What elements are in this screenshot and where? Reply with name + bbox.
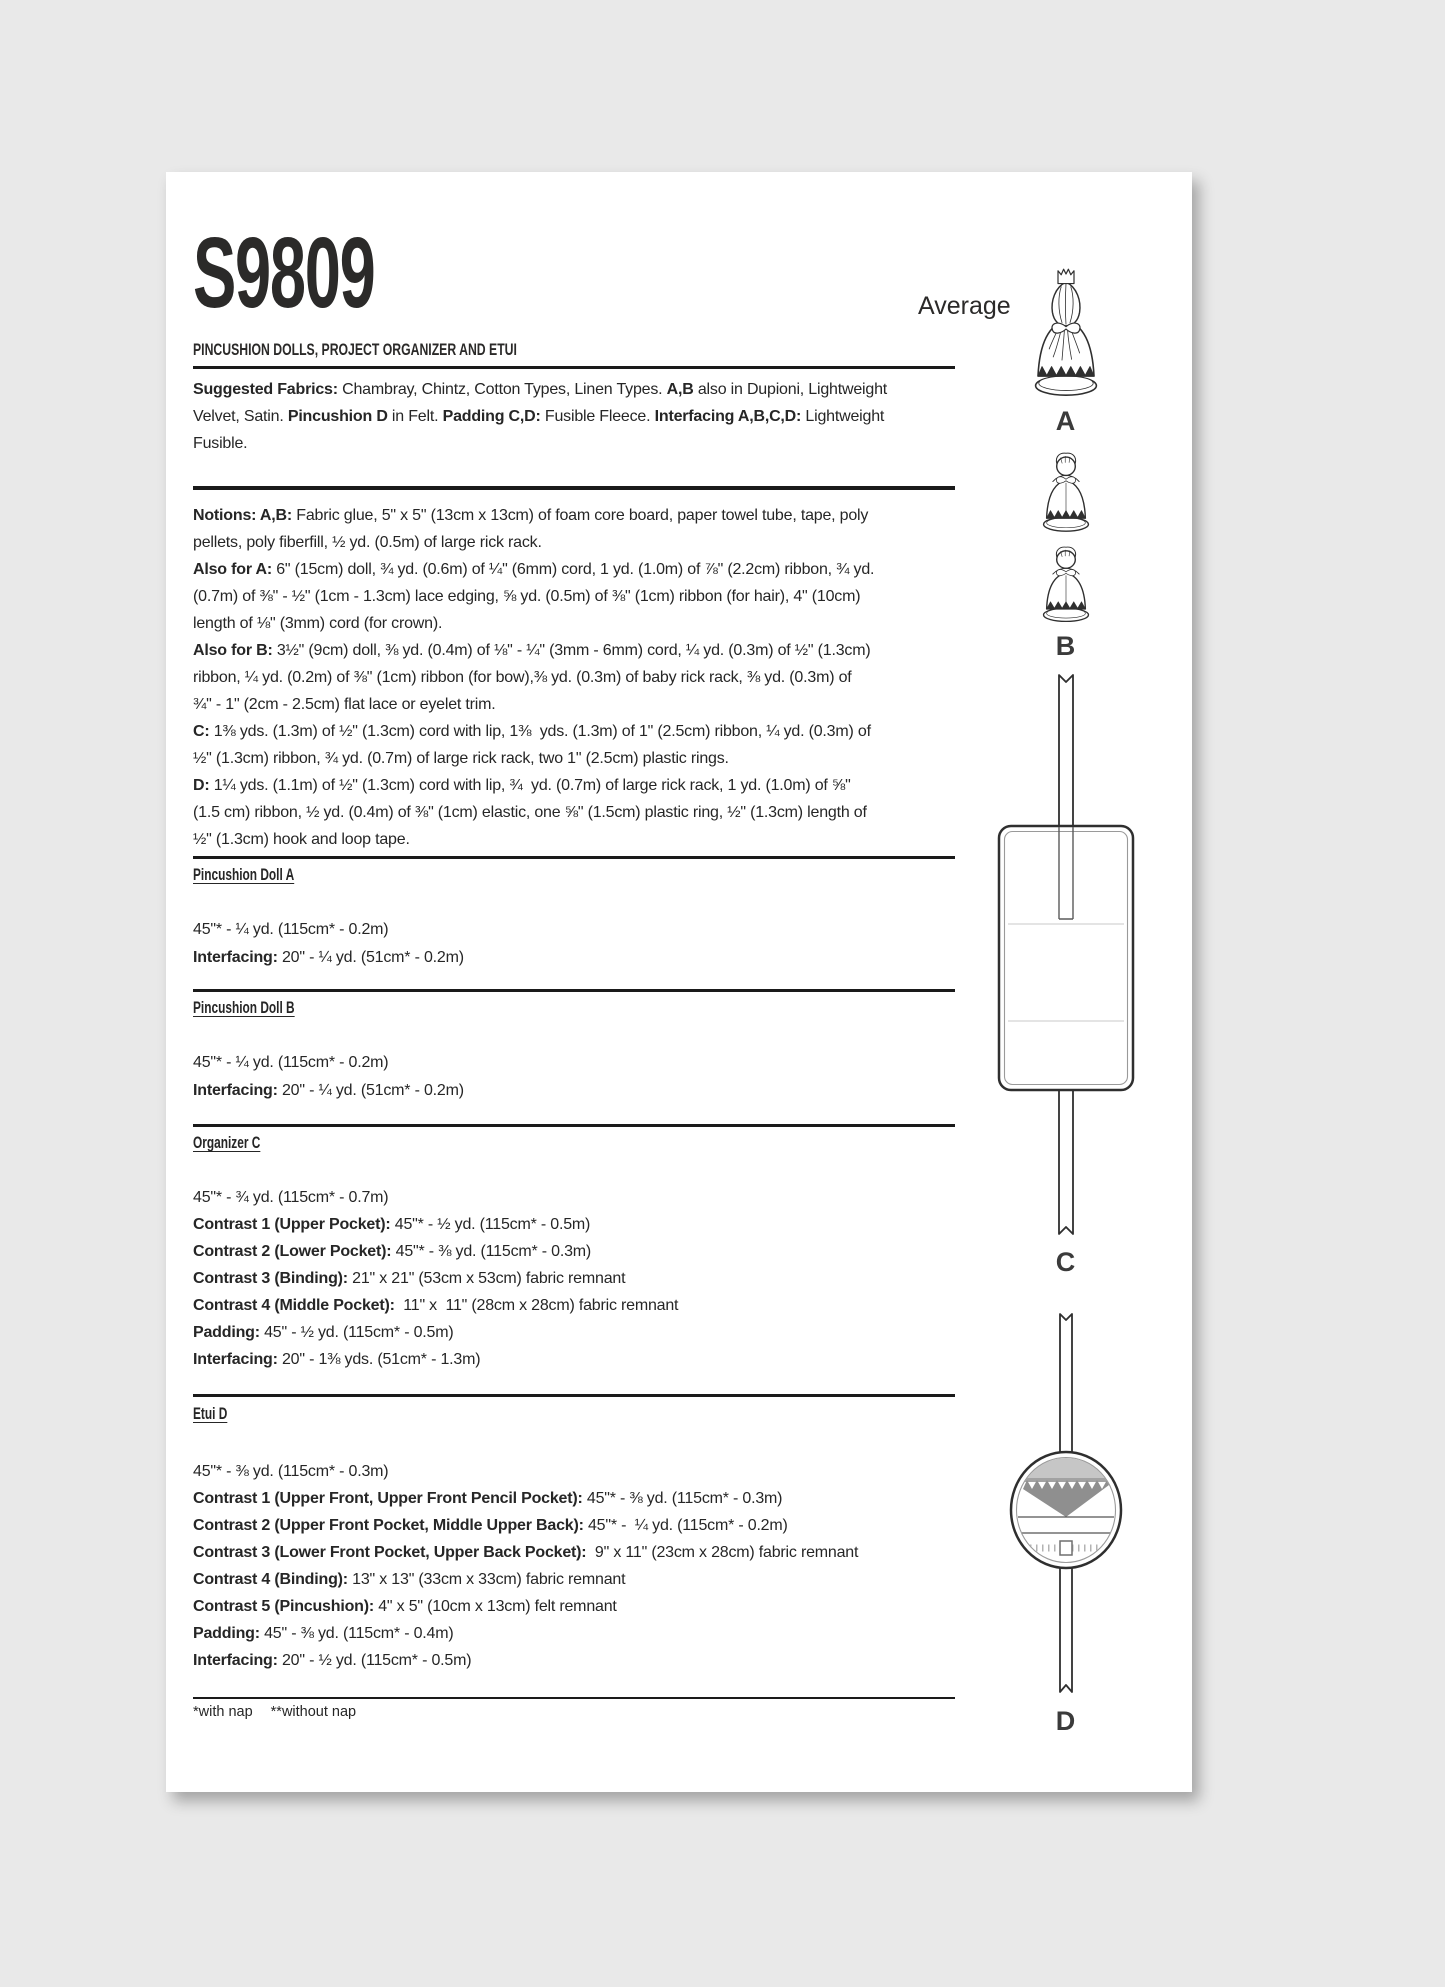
section-title-pincushion-doll-b: Pincushion Doll B — [193, 999, 295, 1017]
difficulty-rating: Average — [918, 292, 1011, 320]
text-line: Contrast 3 (Binding): 21" x 21" (53cm x 53cm) fabric remnant — [193, 1270, 626, 1287]
pattern-number: S9809 — [193, 217, 375, 329]
figure-c-label: C — [1055, 1247, 1077, 1277]
text-line: ½" (1.3cm) hook and loop tape. — [193, 831, 410, 848]
text-line: Velvet, Satin. Pincushion D in Felt. Padding C,D: Fusible Fleece. Interfacing A,B,C,D: Lightweight — [193, 408, 885, 425]
figure-d — [966, 1308, 1166, 1737]
text-line: (0.7m) of ⅜" - ½" (1cm - 1.3cm) lace edging, ⅝ yd. (0.5m) of ⅜" (1cm) ribbon (for hair), 4" (10cm) — [193, 588, 861, 605]
text-line: Padding: 45" - ½ yd. (115cm* - 0.5m) — [193, 1324, 454, 1341]
text-line: Notions: A,B: Fabric glue, 5" x 5" (13cm x 13cm) of foam core board, paper towel tube, tape, poly — [193, 507, 869, 524]
text-line: 45"* - ¾ yd. (115cm* - 0.7m) — [193, 1189, 389, 1206]
text-line: Contrast 4 (Middle Pocket): 11" x 11" (28cm x 28cm) fabric remnant — [193, 1297, 679, 1314]
without-nap-note: **without nap — [270, 1704, 357, 1720]
figure-b — [966, 451, 1166, 662]
text-line: 45"* - ¼ yd. (115cm* - 0.2m) — [193, 921, 389, 938]
text-line: ¾" - 1" (2cm - 2.5cm) flat lace or eyelet trim. — [193, 696, 496, 713]
text-line: pellets, poly fiberfill, ½ yd. (0.5m) of large rick rack. — [193, 534, 542, 551]
pincushion-doll-a-illustration — [1026, 266, 1106, 400]
text-line: Interfacing: 20" - ¼ yd. (51cm* - 0.2m) — [193, 949, 464, 966]
figure-b-label: B — [1055, 631, 1077, 661]
text-line: Interfacing: 20" - ½ yd. (115cm* - 0.5m) — [193, 1652, 472, 1669]
text-line: Suggested Fabrics: Chambray, Chintz, Cotton Types, Linen Types. A,B also in Dupioni, Lightweight — [193, 381, 888, 398]
text-line: D: 1¼ yds. (1.1m) of ½" (1.3cm) cord with lip, ¾ yd. (0.7m) of large rick rack, 1 yd. (1.0m) of ⅝" — [193, 777, 851, 794]
text-line: Fusible. — [193, 435, 248, 452]
divider-above-notions — [193, 486, 955, 490]
suggested-fabrics-paragraph — [193, 376, 887, 457]
section-title-organizer-c: Organizer C — [193, 1134, 261, 1152]
section-body-organizer-c — [193, 1184, 678, 1373]
section-title-etui-d: Etui D — [193, 1405, 228, 1423]
pincushion-doll-b-lower-illustration — [1035, 545, 1097, 625]
text-line: length of ⅛" (3mm) cord (for crown). — [193, 615, 443, 632]
etui-d-illustration — [966, 1308, 1166, 1700]
text-line: 45"* - ⅜ yd. (115cm* - 0.3m) — [193, 1463, 389, 1480]
figure-c — [966, 669, 1166, 1278]
divider-section-organizer-c — [193, 1124, 955, 1127]
figure-a-label: A — [1055, 406, 1077, 436]
text-line: C: 1⅜ yds. (1.3m) of ½" (1.3cm) cord with lip, 1⅜ yds. (1.3m) of 1" (2.5cm) ribbon, ¼ yd. (0.3m) of — [193, 723, 871, 740]
section-body-etui-d — [193, 1458, 858, 1674]
page-title: PINCUSHION DOLLS, PROJECT ORGANIZER AND ETUI — [193, 340, 517, 359]
text-line: (1.5 cm) ribbon, ½ yd. (0.4m) of ⅜" (1cm) elastic, one ⅝" (1.5cm) plastic ring, ½" (1.3cm) length of — [193, 804, 867, 821]
text-line: Interfacing: 20" - ¼ yd. (51cm* - 0.2m) — [193, 1082, 464, 1099]
text-line: Padding: 45" - ⅜ yd. (115cm* - 0.4m) — [193, 1625, 454, 1642]
text-line: Contrast 1 (Upper Pocket): 45"* - ½ yd. (115cm* - 0.5m) — [193, 1216, 591, 1233]
notions-paragraph — [193, 502, 874, 853]
section-body-pincushion-doll-b — [193, 1049, 464, 1105]
divider-section-doll-a — [193, 856, 955, 859]
text-line: ribbon, ¼ yd. (0.2m) of ⅜" (1cm) ribbon (for bow),⅜ yd. (0.3m) of baby rick rack, ⅜ yd. (0.3m) of — [193, 669, 852, 686]
text-line: Contrast 5 (Pincushion): 4" x 5" (10cm x 13cm) felt remnant — [193, 1598, 617, 1615]
figure-a — [966, 266, 1166, 437]
divider-section-doll-b — [193, 989, 955, 992]
text-line: 45"* - ¼ yd. (115cm* - 0.2m) — [193, 1054, 389, 1071]
text-line: Also for B: 3½" (9cm) doll, ⅜ yd. (0.4m) of ⅛" - ¼" (3mm - 6mm) cord, ¼ yd. (0.3m) of ½" (1.3cm) — [193, 642, 871, 659]
text-line: Contrast 2 (Lower Pocket): 45"* - ⅜ yd. (115cm* - 0.3m) — [193, 1243, 592, 1260]
divider-section-etui-d — [193, 1394, 955, 1397]
text-line: Contrast 3 (Lower Front Pocket, Upper Back Pocket): 9" x 11" (23cm x 28cm) fabric remnant — [193, 1544, 859, 1561]
text-line: Also for A: 6" (15cm) doll, ¾ yd. (0.6m) of ¼" (6mm) cord, 1 yd. (1.0m) of ⅞" (2.2cm) ribbon, ¾ yd. — [193, 561, 875, 578]
with-nap-note: *with nap — [193, 1704, 253, 1720]
figure-d-label: D — [1055, 1706, 1077, 1736]
text-line: Interfacing: 20" - 1⅜ yds. (51cm* - 1.3m) — [193, 1351, 481, 1368]
pattern-envelope-back-page — [166, 172, 1192, 1792]
section-title-pincushion-doll-a: Pincushion Doll A — [193, 866, 295, 884]
divider-under-title — [193, 366, 955, 369]
text-line: Contrast 1 (Upper Front, Upper Front Pencil Pocket): 45"* - ⅜ yd. (115cm* - 0.3m) — [193, 1490, 783, 1507]
nap-footnote — [193, 1704, 356, 1720]
text-line: ½" (1.3cm) ribbon, ¾ yd. (0.7m) of large rick rack, two 1" (2.5cm) plastic rings. — [193, 750, 729, 767]
text-line: Contrast 4 (Binding): 13" x 13" (33cm x 33cm) fabric remnant — [193, 1571, 626, 1588]
divider-footnote — [193, 1697, 955, 1699]
organizer-c-illustration — [966, 669, 1166, 1241]
text-line: Contrast 2 (Upper Front Pocket, Middle Upper Back): 45"* - ¼ yd. (115cm* - 0.2m) — [193, 1517, 788, 1534]
pincushion-doll-b-upper-illustration — [1035, 451, 1097, 535]
section-body-pincushion-doll-a — [193, 916, 464, 972]
